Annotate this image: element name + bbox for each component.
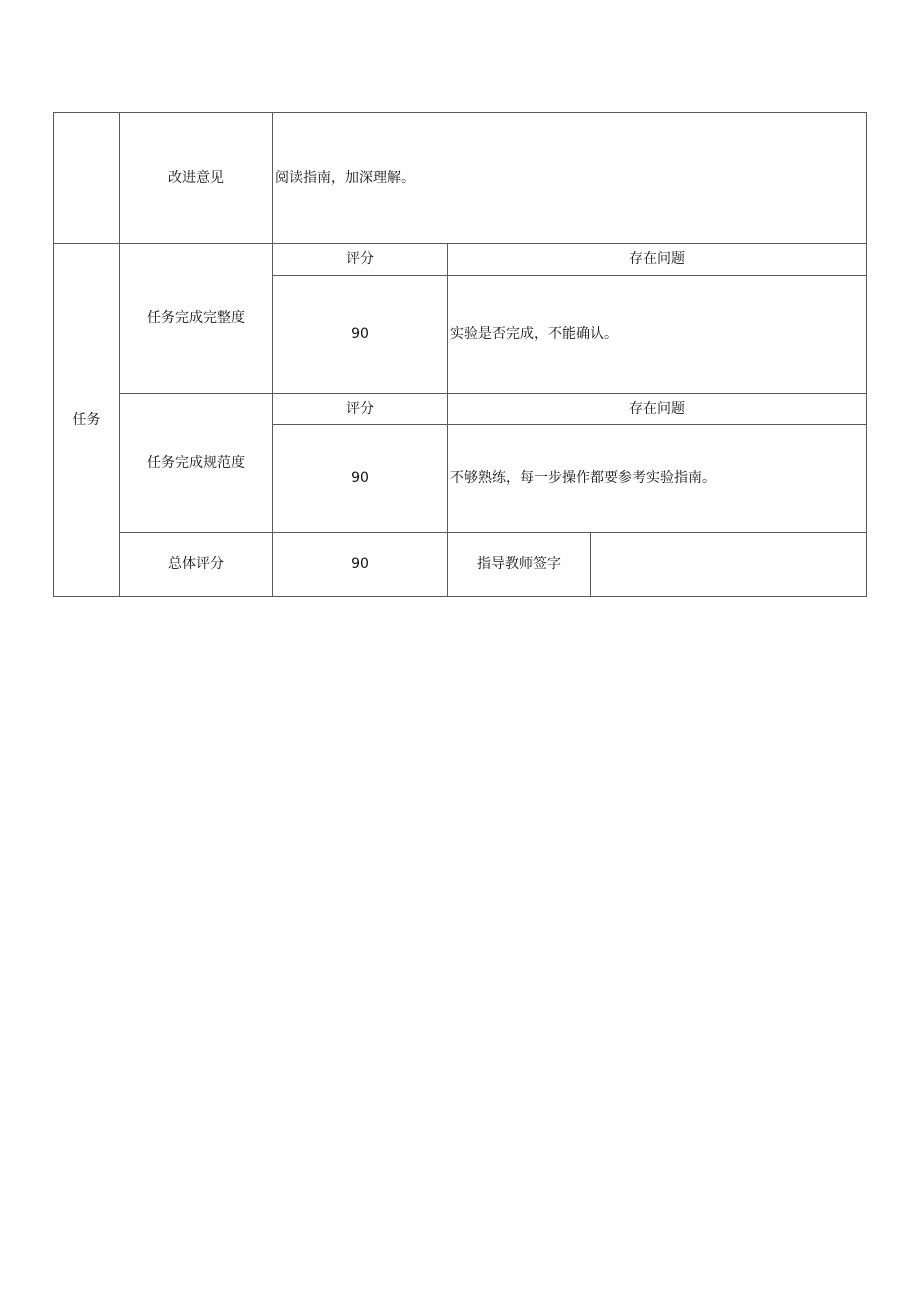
completeness-score-header: 评分	[273, 244, 448, 276]
total-row	[54, 533, 867, 597]
signature-field[interactable]	[591, 533, 867, 597]
comment-text: 阅读指南，加深理解。	[273, 113, 867, 244]
standardization-header-row	[54, 394, 867, 425]
evaluation-table	[53, 112, 867, 597]
task-category-label: 任务	[54, 244, 120, 597]
standardization-score-header: 评分	[273, 394, 448, 425]
empty-category-cell	[54, 113, 120, 244]
standardization-issue: 不够熟练，每一步操作都要参考实验指南。	[448, 425, 867, 533]
standardization-issue-header: 存在问题	[448, 394, 867, 425]
standardization-label: 任务完成规范度	[120, 394, 273, 533]
completeness-issue: 实验是否完成，不能确认。	[448, 276, 867, 394]
completeness-header-row	[54, 244, 867, 276]
comment-label: 改进意见	[120, 113, 273, 244]
comment-row	[54, 113, 867, 244]
completeness-label: 任务完成完整度	[120, 244, 273, 394]
completeness-score: 90	[273, 276, 448, 394]
total-label: 总体评分	[120, 533, 273, 597]
signature-label: 指导教师签字	[448, 533, 591, 597]
total-score: 90	[273, 533, 448, 597]
standardization-score: 90	[273, 425, 448, 533]
completeness-issue-header: 存在问题	[448, 244, 867, 276]
